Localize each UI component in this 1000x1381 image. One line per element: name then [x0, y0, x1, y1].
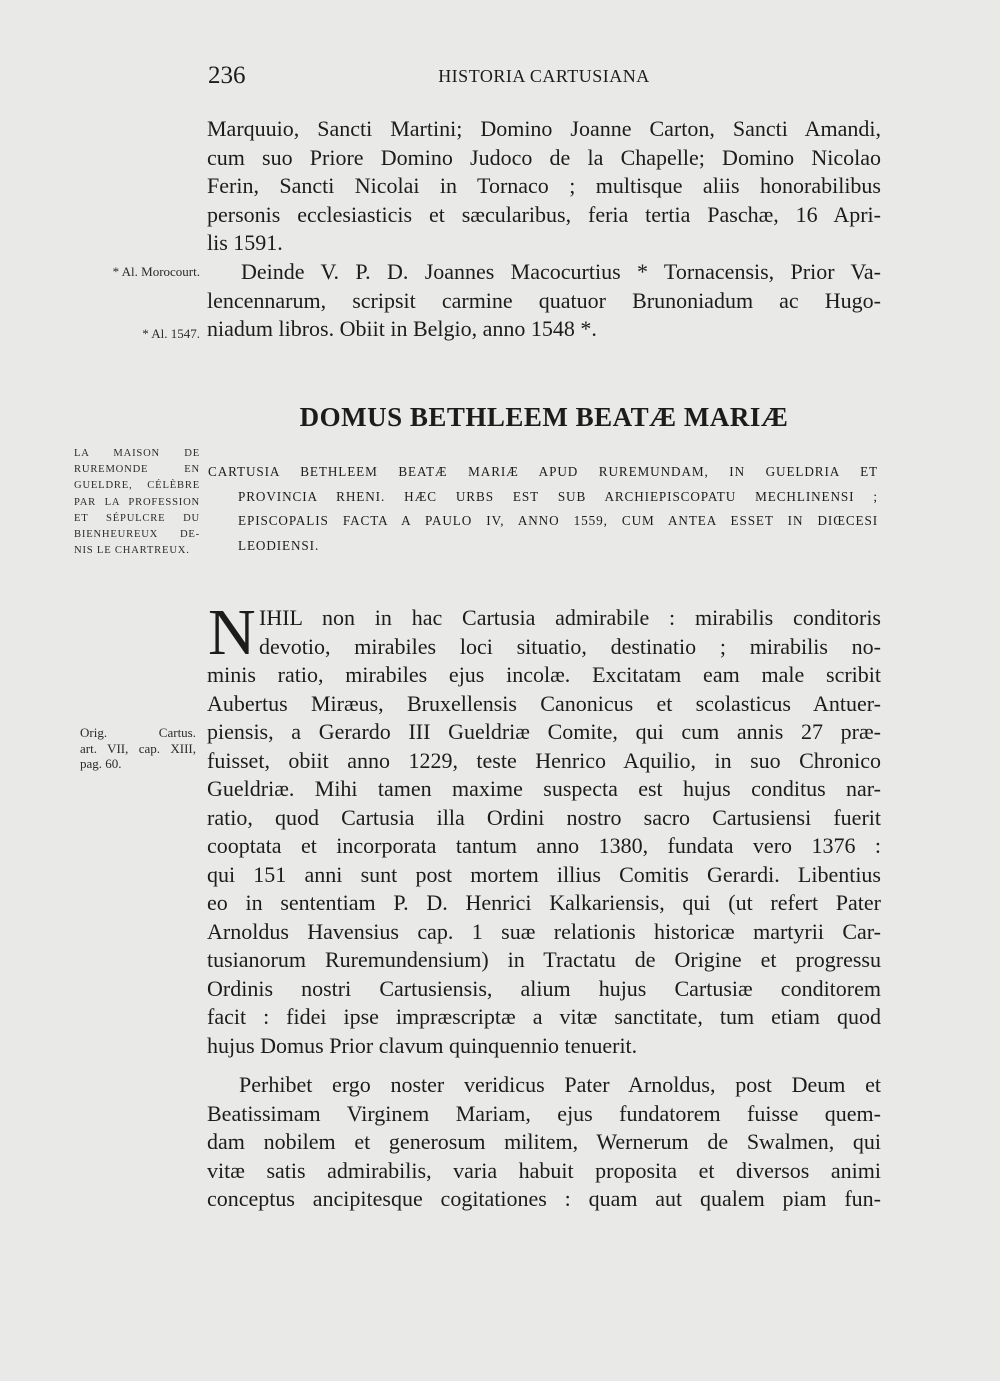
margin-note-line: Orig. Cartus. [80, 725, 196, 740]
margin-note-maison-ruremonde [74, 446, 200, 559]
section-heading: DOMUS BETHLEEM BEATÆ MARIÆ [299, 402, 789, 432]
text-line: Ordinis nostri Cartusiensis, alium hujus Cartusiæ conditorem [207, 975, 881, 1001]
text-line: fuisset, obiit anno 1229, teste Henrico Aquilio, in suo Chronico [207, 747, 881, 773]
paragraph-marquuio [207, 115, 881, 258]
text-line: Deinde V. P. D. Joannes Macocurtius * Tornacensis, Prior Va- [241, 259, 881, 284]
text-line: Ferin, Sancti Nicolai in Tornaco ; multisque aliis honorabilibus [207, 173, 881, 198]
text-line: Beatissimam Virginem Mariam, ejus fundatorem fuisse quem- [207, 1100, 881, 1126]
text-line: minis ratio, mirabiles ejus incolæ. Excitatam eam male scribit [207, 662, 881, 687]
subtitle-line: PROVINCIA RHENI. HÆC URBS EST SUB ARCHIEPISCOPATU MECHLINENSI ; [238, 488, 878, 504]
running-title: HISTORIA CARTUSIANA [438, 66, 650, 86]
margin-note-line: BIENHEUREUX DE- [74, 529, 200, 541]
margin-note-line: art. VII, cap. XIII, [80, 740, 196, 756]
text-line: Arnoldus Havensius cap. 1 suæ relationis historicæ martyrii Car- [207, 918, 881, 944]
text-line: facit : fidei ipse impræscriptæ a vitæ sanctitate, tum etiam quod [207, 1004, 881, 1029]
page-number: 236 [208, 62, 246, 89]
text-line: tusianorum Ruremundensium) in Tractatu de Origine et progressu [207, 947, 881, 972]
margin-note-orig-cartus [80, 725, 196, 772]
drop-cap: N [208, 596, 256, 669]
text-line: conceptus ancipitesque cogitationes : quam aut qualem piam fun- [207, 1186, 881, 1211]
text-line: eo in sententiam P. D. Henrici Kalkariensis, qui (ut refert Pater [207, 890, 881, 915]
text-line: cooptata et incorporata tantum anno 1380, fundata vero 1376 : [207, 833, 881, 858]
text-line: dam nobilem et generosum militem, Wernerum de Swalmen, qui [207, 1129, 881, 1154]
subtitle-line: LEODIENSI. [238, 538, 320, 554]
text-line: cum suo Priore Domino Judoco de la Chapelle; Domino Nicolao [207, 144, 881, 170]
paragraph-nihil [207, 604, 881, 1060]
margin-note-line: GUELDRE, CÉLÈBRE [74, 480, 200, 492]
text-line: personis ecclesiasticis et sæcularibus, feria tertia Paschæ, 16 Apri- [207, 201, 881, 227]
text-line: hujus Domus Prior clavum quinquennio tenuerit. [207, 1032, 638, 1058]
text-line: vitæ satis admirabilis, varia habuit proposita et diversos animi [207, 1157, 881, 1183]
margin-note-line: ET SÉPULCRE DU [74, 512, 200, 524]
text-line: qui 151 anni sunt post mortem illius Comitis Gerardi. Libentius [207, 861, 881, 887]
section-subtitle [208, 460, 878, 559]
margin-note-line: pag. 60. [80, 756, 122, 771]
text-line: piensis, a Gerardo III Gueldriæ Comite, qui cum annis 27 præ- [207, 719, 881, 744]
paragraph-macocurtius [207, 258, 881, 344]
margin-note-line: RUREMONDE EN [74, 464, 200, 476]
text-line: ratio, quod Cartusia illa Ordini nostro sacro Cartusiensi fuerit [207, 804, 881, 830]
margin-note-1547: * Al. 1547. [142, 326, 200, 341]
text-line: lis 1591. [207, 230, 283, 255]
text-line: devotio, mirabiles loci situatio, destinatio ; mirabilis no- [259, 633, 881, 659]
text-line: IHIL non in hac Cartusia admirabile : mirabilis conditoris [259, 605, 881, 630]
subtitle-line: CARTUSIA BETHLEEM BEATÆ MARIÆ APUD RUREMUNDAM, IN GUELDRIA ET [208, 464, 878, 479]
running-head [208, 62, 880, 92]
margin-note-line: LA MAISON DE [74, 448, 200, 459]
text-line: Aubertus Miræus, Bruxellensis Canonicus et scolasticus Antuer- [207, 690, 881, 716]
text-line: Gueldriæ. Mihi tamen maxime suspecta est hujus conditus nar- [207, 776, 881, 801]
text-line: niadum libros. Obiit in Belgio, anno 1548 *. [207, 316, 597, 341]
text-line: lencennarum, scripsit carmine quatuor Brunoniadum ac Hugo- [207, 287, 881, 313]
text-line: Marquuio, Sancti Martini; Domino Joanne Carton, Sancti Amandi, [207, 116, 881, 141]
text-line: Perhibet ergo noster veridicus Pater Arnoldus, post Deum et [239, 1072, 881, 1097]
margin-note-morocourt: * Al. Morocourt. [112, 264, 200, 279]
margin-note-line: PAR LA PROFESSION [74, 496, 200, 508]
subtitle-line: EPISCOPALIS FACTA A PAULO IV, ANNO 1559, CUM ANTEA ESSET IN DIŒCESI [238, 513, 878, 529]
paragraph-perhibet [207, 1071, 881, 1214]
margin-note-line: NIS LE CHARTREUX. [74, 545, 190, 557]
